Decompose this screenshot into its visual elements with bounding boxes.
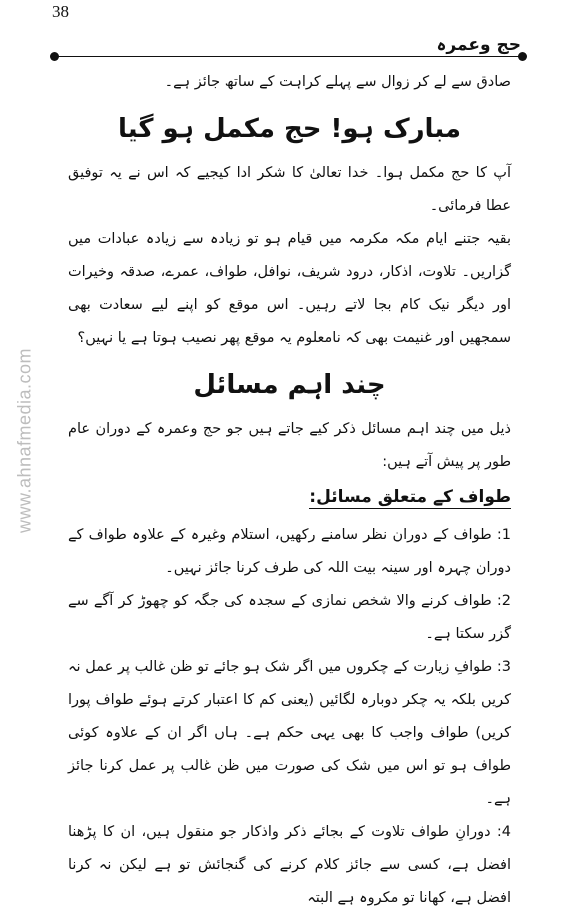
- paragraph: بقیہ جتنے ایام مکہ مکرمہ میں قیام ہو تو زیادہ سے زیادہ عبادات میں گزاریں۔ تلاوت، اذکار، درود شریف، نوافل، طواف، عمرے، صدقہ وخیرات اور دیگر نیک کام بجا لاتے رہیں۔ اس موقع کو اپنے لیے سعادت بھی سمجھیں اور غنیمت بھی کہ نامعلوم یہ موقع پھر نصیب ہوتا ہے یا نہیں؟: [68, 231, 511, 346]
- paragraph: آپ کا حج مکمل ہوا۔ خدا تعالیٰ کا شکر ادا کیجیے کہ اس نے یہ توفیق عطا فرمائی۔: [68, 165, 511, 214]
- page-header: [52, 34, 525, 64]
- list-item: 2: طواف کرنے والا شخص نمازی کے سجدہ کی جگہ کو چھوڑ کر آگے سے گزر سکتا ہے۔: [68, 593, 511, 642]
- list-item: 4: دورانِ طواف تلاوت کے بجائے ذکر واذکار جو منقول ہیں، ان کا پڑھنا افضل ہے، کسی سے جائز کلام کرنے کی گنجائش تو ہے لیکن نہ کرنا افضل ہے، کھانا تو مکروہ ہے البتہ: [68, 824, 511, 906]
- subsection-heading: [68, 481, 511, 513]
- list-item: 1: طواف کے دوران نظر سامنے رکھیں، استلام وغیرہ کے علاوہ طواف کے دوران چہرہ اور سینہ بیت اللہ کی طرف کرنا جائز نہیں۔: [68, 527, 511, 576]
- watermark: www.ahnafmedia.com: [14, 347, 35, 534]
- page-number: 38: [52, 2, 69, 21]
- section-heading: چند اہم مسائل: [193, 370, 386, 400]
- running-title: حج وعمرہ: [436, 35, 521, 55]
- paragraph: صادق سے لے کر زوال سے پہلے کراہت کے ساتھ جائز ہے۔: [164, 74, 511, 90]
- page-body: [68, 62, 511, 915]
- list-item: 3: طوافِ زیارت کے چکروں میں اگر شک ہو جائے تو ظن غالب پر عمل نہ کریں بلکہ یہ چکر دوبارہ لگائیں (یعنی کم کا اعتبار کرتے ہوئے طواف پورا کریں) طواف واجب کا بھی یہی حکم ہے۔ ہاں اگر ان کے علاوہ کوئی طواف ہو تو اس میں شک کی صورت میں ظن غالب پر عمل کرنا جائز ہے۔: [68, 659, 511, 807]
- section-heading: مبارک ہو! حج مکمل ہو گیا: [117, 114, 462, 144]
- paragraph: ذیل میں چند اہم مسائل ذکر کیے جاتے ہیں جو حج وعمرہ کے دوران عام طور پر پیش آتے ہیں:: [68, 421, 511, 470]
- subsection-heading-text: طواف کے متعلق مسائل:: [309, 487, 511, 507]
